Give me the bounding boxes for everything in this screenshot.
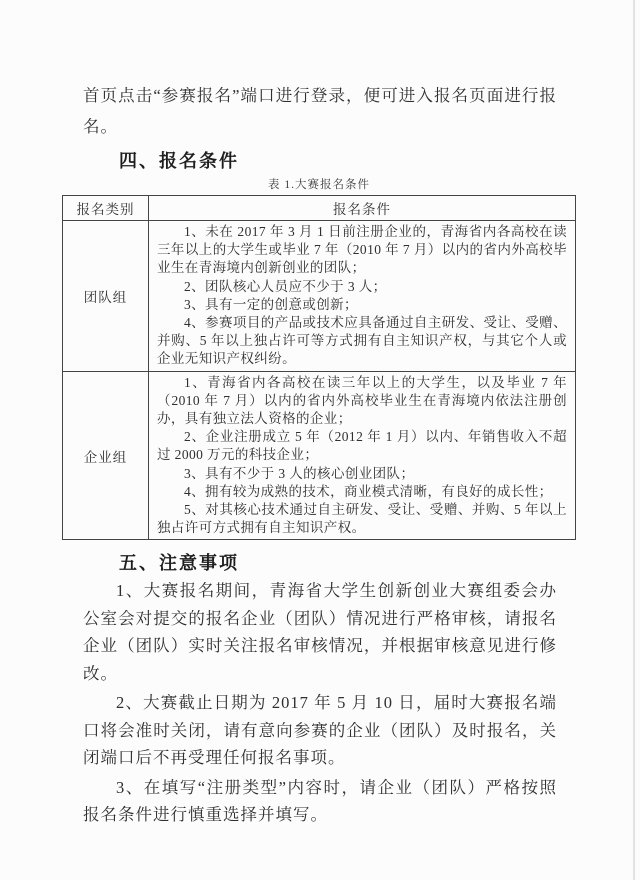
condition-item: 4、参赛项目的产品或技术应具备通过自主研发、受让、受赠、并购、5 年以上独占许可等方式拥有自主知识产权，与其它个人或企业无知识产权纠纷。 [157,315,567,367]
condition-item: 2、团队核心人员应不少于 3 人； [184,278,387,294]
section-heading-registration-conditions: 四、报名条件 [119,151,239,171]
category-cell-team: 团队组 [63,221,149,372]
note-paragraph-3: 3、在填写“注册类型”内容时，请企业（团队）严格按照报名条件进行慎重选择并填写。 [83,777,557,825]
table-row-team [63,221,576,372]
category-cell-enterprise: 企业组 [63,371,149,540]
condition-item: 3、具有不少于 3 人的核心创业团队； [184,465,415,481]
condition-item: 2、企业注册成立 5 年（2012 年 1 月）以内、年销售收入不超过 2000 万元的科技企业； [157,429,567,463]
section-heading-notes: 五、注意事项 [119,553,239,574]
scan-edge-line [633,0,635,880]
table-header-conditions: 报名条件 [149,196,576,221]
condition-item: 1、未在 2017 年 3 月 1 日前注册企业的，青海省内各高校在读三年以上的大学生或毕业 7 年（2010 年 7 月）以内的省内外高校毕业生在青海境内创新创业的团队； [157,224,567,276]
registration-conditions-table [62,195,576,540]
intro-paragraph: 首页点击“参赛报名”端口进行登录，便可进入报名页面进行报名。 [83,86,557,136]
table-header-row [63,196,576,221]
table-row-enterprise [63,371,576,540]
table-header-category: 报名类别 [63,196,149,221]
note-paragraph-1: 1、大赛报名期间，青海省大学生创新创业大赛组委会办公室会对提交的报名企业（团队）情况进行严格审核，请报名企业（团队）实时关注报名审核情况，并根据审核意见进行修改。 [83,581,557,683]
condition-item: 5、对其核心技术通过自主研发、受让、受赠、并购、5 年以上独占许可方式拥有自主知识产权。 [157,502,567,536]
condition-item: 3、具有一定的创意或创新； [184,296,358,312]
conditions-cell-enterprise [149,371,576,540]
note-paragraph-2: 2、大赛截止日期为 2017 年 5 月 10 日，届时大赛报名端口将会准时关闭，请有意向参赛的企业（团队）及时报名，关闭端口后不再受理任何报名事项。 [83,693,557,768]
conditions-cell-team [149,221,576,372]
condition-item: 1、青海省内各高校在读三年以上的大学生，以及毕业 7 年（2010 年 7 月）以内的省内外高校毕业生在青海境内依法注册创办，具有独立法人资格的企业； [157,374,567,427]
condition-item: 4、拥有较为成熟的技术，商业模式清晰，有良好的成长性； [184,483,553,499]
table-caption: 表 1.大赛报名条件 [268,179,370,191]
